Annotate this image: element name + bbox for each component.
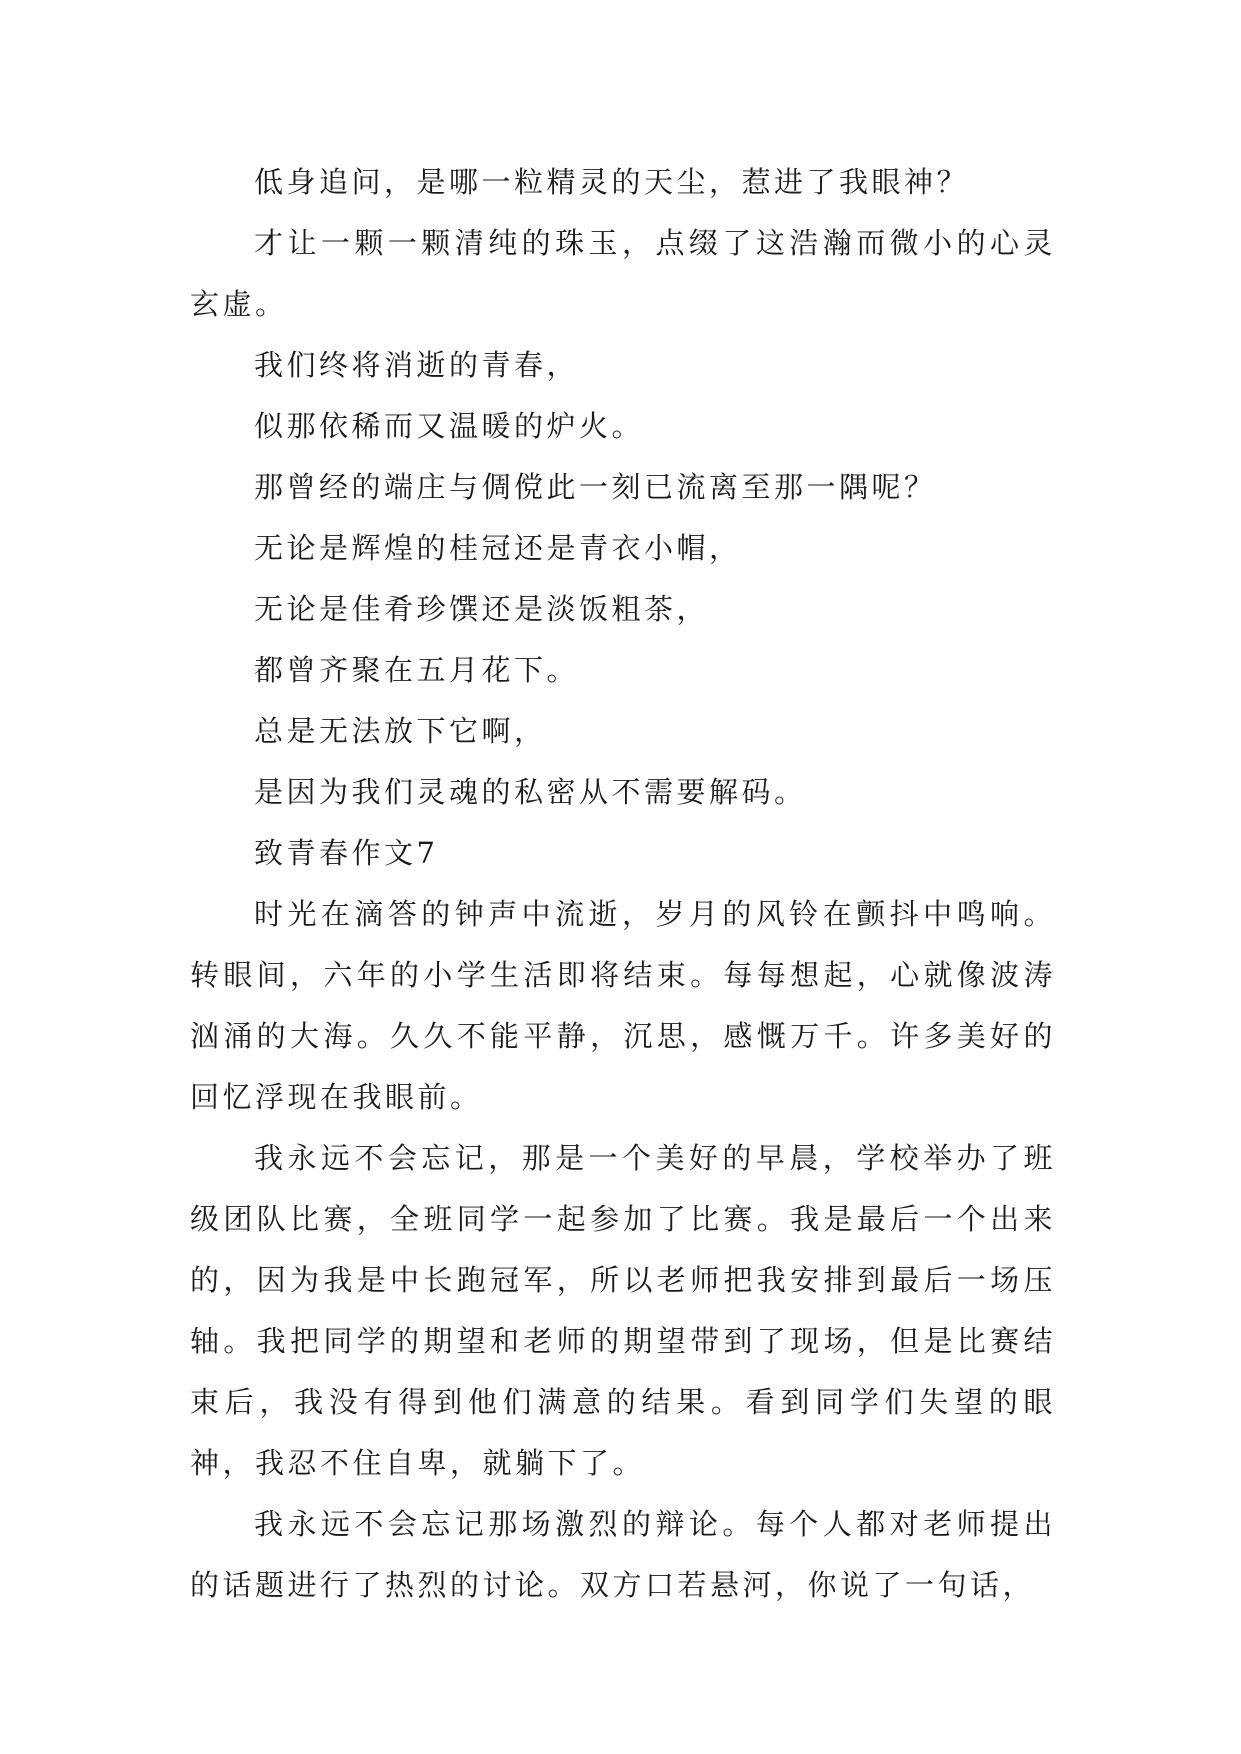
paragraph: 时光在滴答的钟声中流逝，岁月的风铃在颤抖中鸣响。转眼间，六年的小学生活即将结束。每每想起，心就像波涛汹涌的大海。久久不能平静，沉思，感慨万千。许多美好的回忆浮现在我眼前。 xyxy=(190,897,1056,1114)
paragraph: 才让一颗一颗清纯的珠玉，点缀了这浩瀚而微小的心灵玄虚。 xyxy=(190,226,1056,321)
paragraph: 似那依稀而又温暖的炉火。 xyxy=(254,409,645,443)
paragraph: 无论是佳肴珍馔还是淡饭粗茶， xyxy=(254,592,710,626)
paragraph: 低身追问，是哪一粒精灵的天尘，惹进了我眼神？ xyxy=(254,165,970,199)
paragraph: 总是无法放下它啊， xyxy=(254,714,547,748)
paragraph: 无论是辉煌的桂冠还是青衣小帽， xyxy=(254,531,742,565)
paragraph: 那曾经的端庄与倜傥此一刻已流离至那一隅呢？ xyxy=(254,470,937,504)
paragraph: 都曾齐聚在五月花下。 xyxy=(254,653,580,687)
paragraph: 我们终将消逝的青春， xyxy=(254,348,580,382)
paragraph: 是因为我们灵魂的私密从不需要解码。 xyxy=(254,775,807,809)
section-heading: 致青春作文7 xyxy=(254,836,439,870)
paragraph: 我永远不会忘记，那是一个美好的早晨，学校举办了班级团队比赛，全班同学一起参加了比赛。我是最后一个出来的，因为我是中长跑冠军，所以老师把我安排到最后一场压轴。我把同学的期望和老师的期望带到了现场，但是比赛结束后，我没有得到他们满意的结果。看到同学们失望的眼神，我忍不住自卑，就躺下了。 xyxy=(190,1141,1056,1480)
document-body xyxy=(190,152,1056,1616)
paragraph: 我永远不会忘记那场激烈的辩论。每个人都对老师提出的话题进行了热烈的讨论。双方口若悬河，你说了一句话， xyxy=(190,1507,1056,1602)
